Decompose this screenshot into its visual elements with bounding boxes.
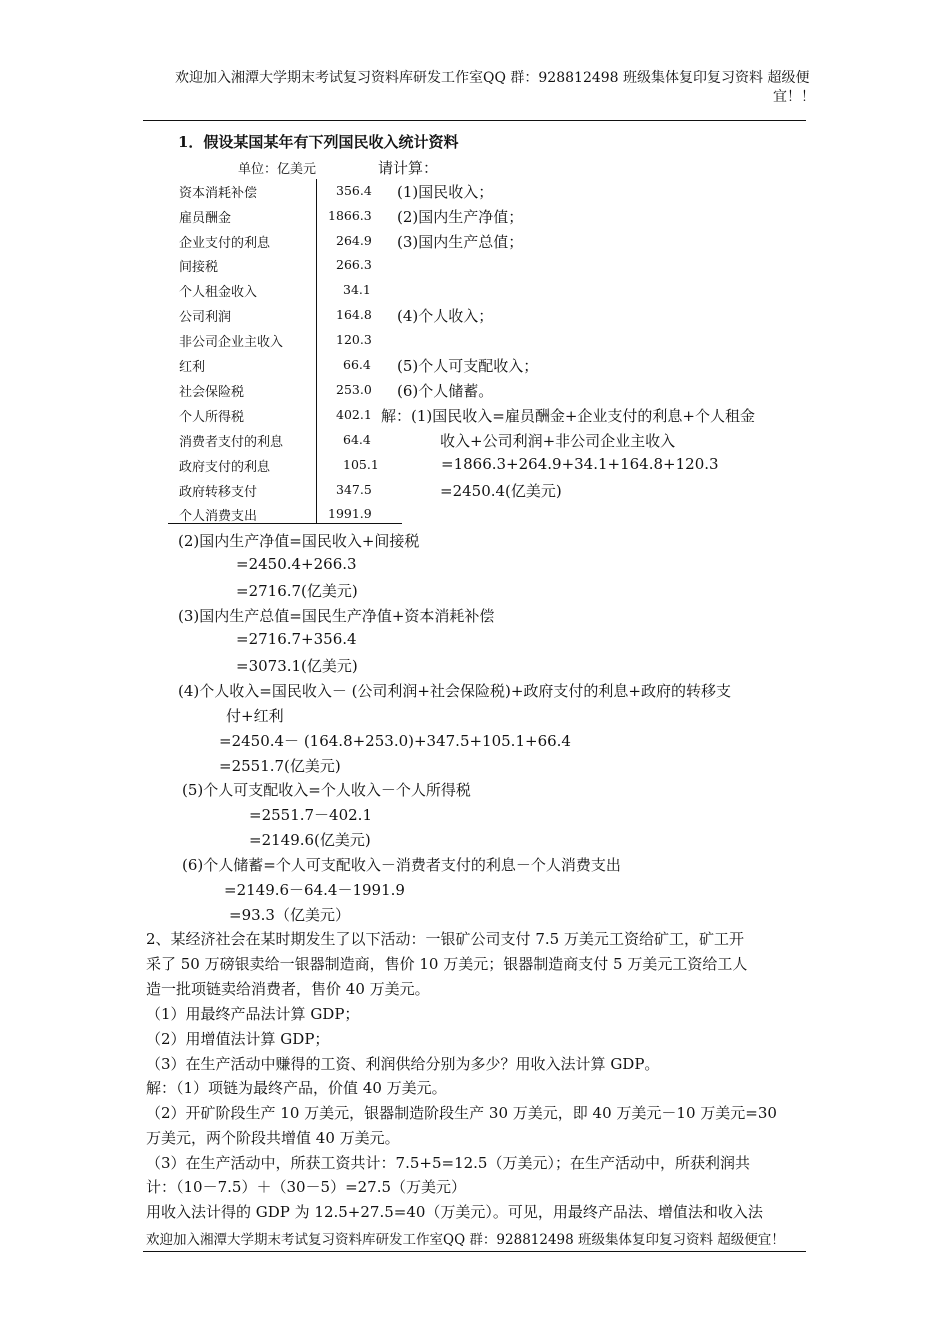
question-2: (2)国内生产净值； — [397, 208, 524, 226]
footer-rule — [143, 1251, 806, 1252]
table-row-label: 间接税 — [179, 260, 219, 275]
table-row-label: 社会保险税 — [179, 385, 245, 400]
q1-title: 1．假设某国某年有下列国民收入统计资料 — [178, 133, 459, 151]
answer-6-line: =2149.6－64.4－1991.9 — [224, 881, 405, 899]
table-row-label: 个人所得税 — [179, 410, 245, 425]
q2-paragraph-line: 造一批项链卖给消费者，售价 40 万美元。 — [146, 980, 430, 998]
table-row-value: 402.1 — [336, 407, 372, 422]
answer-3-line: (3)国内生产总值=国民生产净值+资本消耗补偿 — [178, 607, 495, 625]
answer-1-line: =2450.4(亿美元) — [440, 482, 562, 500]
answer-3-line: =2716.7+356.4 — [236, 630, 357, 648]
answer-4-line: =2450.4－ (164.8+253.0)+347.5+105.1+66.4 — [219, 732, 571, 750]
table-row-label: 个人租金收入 — [179, 285, 258, 300]
table-row-value: 1866.3 — [328, 208, 372, 223]
table-row-label: 政府支付的利息 — [179, 460, 271, 475]
table-row-value: 266.3 — [336, 257, 372, 272]
table-row-value: 1991.9 — [328, 506, 372, 521]
answer-4-line: 付+红利 — [226, 707, 284, 725]
table-row-label: 红利 — [179, 360, 206, 375]
question-5: (5)个人可支配收入； — [397, 357, 539, 375]
table-row-value: 34.1 — [343, 282, 371, 297]
q2-paragraph-line: （2）用增值法计算 GDP； — [146, 1030, 330, 1048]
header-line-2: 宜！！ — [773, 89, 815, 105]
table-row-value: 264.9 — [336, 233, 372, 248]
answer-3-line: =3073.1(亿美元) — [236, 657, 358, 675]
table-divider-vertical — [316, 179, 317, 524]
table-row-label: 政府转移支付 — [179, 485, 258, 500]
answer-5-line: =2149.6(亿美元) — [249, 831, 371, 849]
q2-paragraph-line: 2、某经济社会在某时期发生了以下活动：一银矿公司支付 7.5 万美元工资给矿工，矿工开 — [146, 930, 744, 948]
table-row-value: 253.0 — [336, 382, 372, 397]
header-rule — [143, 120, 806, 121]
q2-paragraph-line: 采了 50 万磅银卖给一银器制造商，售价 10 万美元；银器制造商支付 5 万美元工资给工人 — [146, 955, 748, 973]
unit-label: 单位：亿美元 — [238, 162, 317, 177]
answer-4-line: =2551.7(亿美元) — [219, 757, 341, 775]
question-6: (6)个人储蓄。 — [397, 382, 494, 400]
table-row-value: 347.5 — [336, 482, 372, 497]
table-row-label: 雇员酬金 — [179, 211, 232, 226]
answer-1-line: =1866.3+264.9+34.1+164.8+120.3 — [441, 455, 719, 473]
answer-6-line: (6)个人储蓄=个人可支配收入－消费者支付的利息－个人消费支出 — [182, 856, 621, 874]
answer-2-line: =2450.4+266.3 — [236, 555, 357, 573]
table-row-label: 公司利润 — [179, 310, 232, 325]
table-row-value: 66.4 — [343, 357, 371, 372]
q2-paragraph-line: 计：（10－7.5）＋（30－5）=27.5（万美元） — [146, 1178, 467, 1196]
table-row-value: 356.4 — [336, 183, 372, 198]
table-row-label: 个人消费支出 — [179, 509, 258, 524]
table-row-value: 120.3 — [336, 332, 372, 347]
q2-paragraph-line: 解：（1）项链为最终产品，价值 40 万美元。 — [146, 1079, 447, 1097]
q2-paragraph-line: （1）用最终产品法计算 GDP； — [146, 1005, 360, 1023]
footer-text: 欢迎加入湘潭大学期末考试复习资料库研发工作室QQ 群：928812498 班级集体复印复习资料 超级便宜！ — [146, 1232, 785, 1248]
table-row-label: 非公司企业主收入 — [179, 335, 284, 350]
q2-paragraph-line: 用收入法计得的 GDP 为 12.5+27.5=40（万美元）。可见，用最终产品法、增值法和收入法 — [146, 1203, 763, 1221]
table-row-value: 164.8 — [336, 307, 372, 322]
calc-prompt: 请计算： — [378, 159, 439, 177]
q2-paragraph-line: （3）在生产活动中，所获工资共计：7.5+5=12.5（万美元）；在生产活动中，所获利润共 — [146, 1154, 750, 1172]
table-row-value: 105.1 — [343, 457, 379, 472]
answer-4-line: (4)个人收入=国民收入－ (公司利润+社会保险税)+政府支付的利息+政府的转移支 — [178, 682, 731, 700]
q2-paragraph-line: （3）在生产活动中赚得的工资、利润供给分别为多少？用收入法计算 GDP。 — [146, 1055, 660, 1073]
answer-1-line: 收入+公司利润+非公司企业主收入 — [440, 432, 676, 450]
answer-1-line: 解：(1)国民收入=雇员酬金+企业支付的利息+个人租金 — [381, 407, 755, 425]
table-row-label: 资本消耗补偿 — [179, 186, 258, 201]
q2-paragraph-line: 万美元，两个阶段共增值 40 万美元。 — [146, 1129, 400, 1147]
answer-2-line: (2)国内生产净值=国民收入+间接税 — [178, 532, 420, 550]
question-1: (1)国民收入； — [397, 183, 494, 201]
answer-5-line: =2551.7－402.1 — [249, 806, 372, 824]
table-row-label: 消费者支付的利息 — [179, 435, 284, 450]
question-3: (3)国内生产总值； — [397, 233, 524, 251]
answer-6-line: =93.3（亿美元） — [229, 906, 350, 924]
answer-5-line: (5)个人可支配收入=个人收入－个人所得税 — [182, 781, 471, 799]
q2-paragraph-line: （2）开矿阶段生产 10 万美元，银器制造阶段生产 30 万美元，即 40 万美元－10 万美元=30 — [146, 1104, 777, 1122]
answer-2-line: =2716.7(亿美元) — [236, 582, 358, 600]
header-line-1: 欢迎加入湘潭大学期末考试复习资料库研发工作室QQ 群：928812498 班级集体复印复习资料 超级便 — [175, 70, 810, 86]
table-row-value: 64.4 — [343, 432, 371, 447]
question-4: (4)个人收入； — [397, 307, 494, 325]
table-row-label: 企业支付的利息 — [179, 236, 271, 251]
